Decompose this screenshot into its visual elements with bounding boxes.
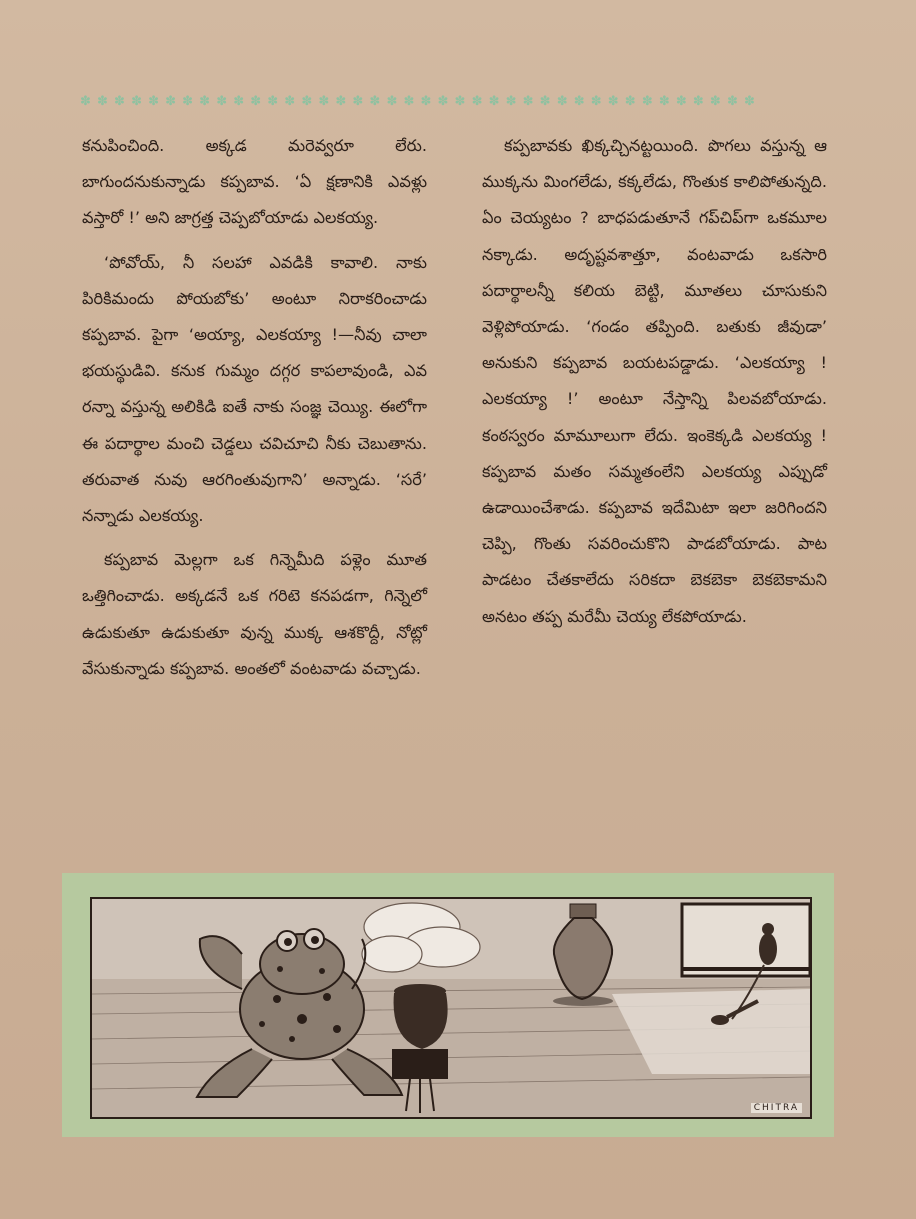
- window: [682, 904, 810, 976]
- ornamental-border: ✽ ✽ ✽ ✽ ✽ ✽ ✽ ✽ ✽ ✽ ✽ ✽ ✽ ✽ ✽ ✽ ✽ ✽ ✽ ✽ ✽ ✽ ✽ ✽ ✽ ✽ ✽ ✽ ✽ ✽ ✽ ✽ ✽ ✽ ✽ ✽ ✽ ✽ ✽ ✽: [80, 94, 756, 109]
- paragraph: కనుపించింది. అక్కడ మరెవ్వరూ లేరు. బాగుందనుకున్నాడు కప్పబావ. ‘ఏ క్షణానికి ఎవళ్లు వస్తారో !’ అని జాగ్రత్త చెప్పబోయాడు ఎలకయ్య.: [82, 136, 427, 228]
- paragraph: ‘పోవోయ్, నీ సలహా ఎవడికి కావాలి. నాకు పిరికిమందు పోయబోకు’ అంటూ నిరాకరించాడు కప్పబావ. పైగా ‘అయ్యా, ఎలకయ్యా !—నీవు చాలా భయస్థుడివి. కనుక గుమ్మం దగ్గర కాపలావుండి, ఎవ రన్నా వస్తున్న అలికిడి ఐతే నాకు సంజ్ఞ చెయ్యి. ఈలోగా ఈ పదార్థాల మంచి చెడ్డలు చవిచూచి నీకు చెబుతాను. తరువాత నువు ఆరగింతువుగాని’ అన్నాడు. ‘సరే’ నన్నాడు ఎలకయ్య.: [82, 252, 427, 526]
- paragraph: కప్పబావకు ఖిక్కచ్చినట్టయింది. పొగలు వస్తున్న ఆ ముక్కను మింగలేడు, కక్కలేడు, గొంతుక కాలిపోతున్నది. ఏం చెయ్యటం ? బాధపడుతూనే గప్‌చిప్‌గా ఒకమూల నక్కాడు. అదృష్టవశాత్తూ, వంటవాడు ఒకసారి పదార్థాలన్నీ కలియ బెట్టి, మూతలు చూసుకుని వెళ్లిపోయాడు. ‘గండం తప్పింది. బతుకు జీవుడా’ అనుకుని కప్పబావ బయటపడ్డాడు. ‘ఎలకయ్యా ! ఎలకయ్యా !’ అంటూ నేస్తాన్ని పిలవబోయాడు. కంఠస్వరం మామూలుగా లేదు. ఇంకెక్కడి ఎలకయ్య ! కప్పబావ మతం సమ్మతంలేని ఎలకయ్య ఎప్పుడో ఉడాయించేశాడు. కప్పబావ ఇదేమిటా ఇలా జరిగిందని చెప్పి, గొంతు సవరించుకొని పాడబోయాడు. పాట పాడటం చేతకాలేదు సరికదా బెకబెకా బెకబెకామని అనటం తప్ప మరేమీ చెయ్య లేకపోయాడు.: [482, 136, 827, 626]
- left-text-column: [82, 128, 427, 687]
- artist-signature: CHITRA: [751, 1103, 802, 1113]
- illustration-frame: [62, 873, 834, 1137]
- right-text-column: [482, 128, 827, 635]
- paragraph: కప్పబావ మెల్లగా ఒక గిన్నెమీది పళ్లెం మూత ఒత్తిగించాడు. అక్కడనే ఒక గరిటె కనపడగా, గిన్నెలో ఉడుకుతూ ఉడుకుతూ వున్న ముక్క ఆశకొద్దీ, నోట్లో వేసుకున్నాడు కప్పబావ. అంతలో వంటవాడు వచ్చాడు.: [82, 550, 427, 678]
- story-illustration: [90, 897, 812, 1119]
- kitchen-scene-drawing: [92, 899, 810, 1117]
